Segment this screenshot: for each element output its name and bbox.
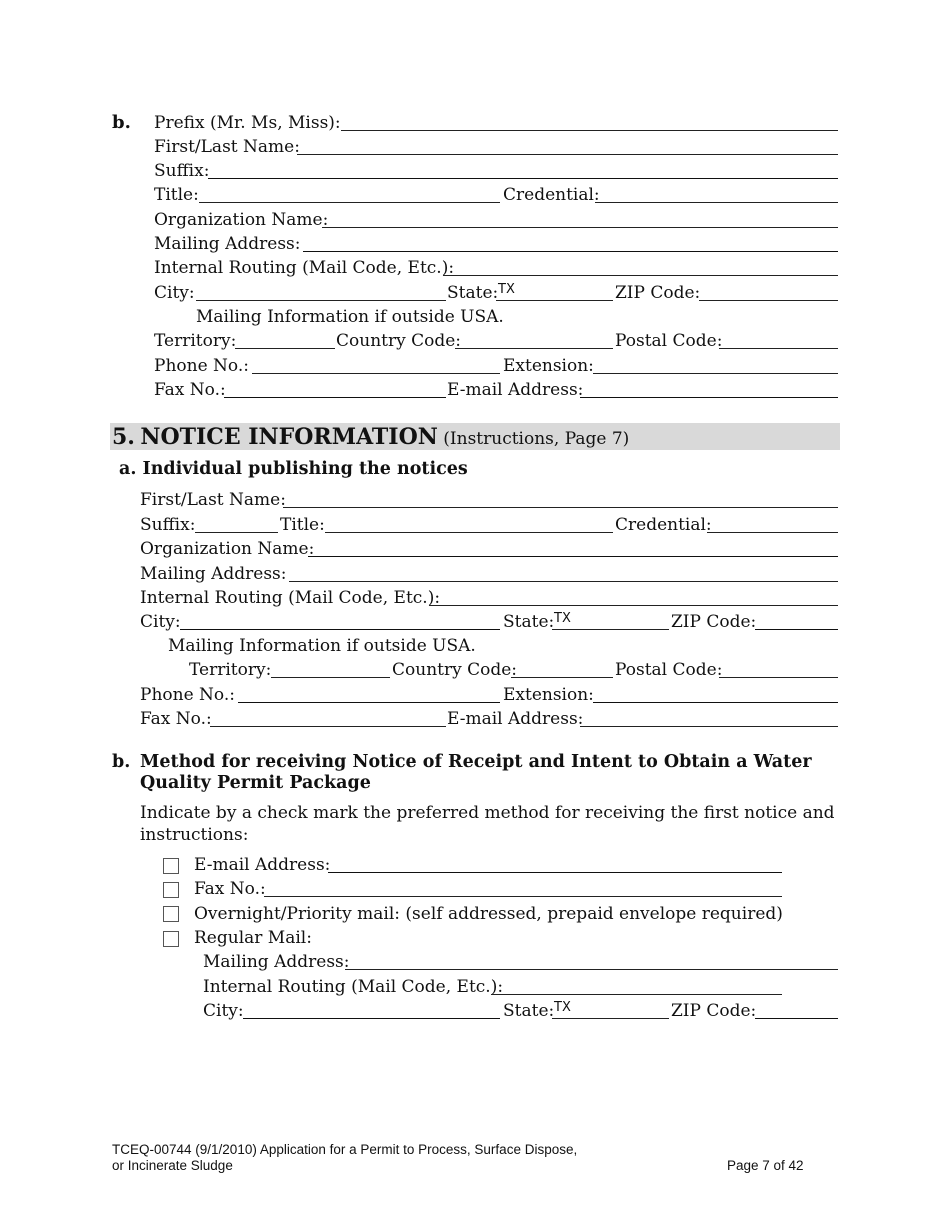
- a-organization-name-field[interactable]: [308, 556, 838, 557]
- fax-field[interactable]: [224, 397, 446, 398]
- mailing-address-label: Mailing Address:: [154, 234, 301, 254]
- subsection-b-letter: b.: [112, 752, 131, 772]
- section-note: (Instructions, Page 7): [443, 429, 630, 449]
- a-credential-label: Credential:: [615, 515, 712, 535]
- a-first-last-name-field[interactable]: [283, 507, 838, 508]
- a-first-last-name-label: First/Last Name:: [140, 490, 286, 510]
- state-label: State:: [447, 283, 499, 303]
- a-outside-usa-note: Mailing Information if outside USA.: [168, 636, 476, 656]
- b-zip-code-field[interactable]: [755, 1018, 838, 1019]
- first-last-name-label: First/Last Name:: [154, 137, 300, 157]
- email-field[interactable]: [580, 397, 838, 398]
- country-code-label: Country Code:: [336, 331, 462, 351]
- b-zip-code-label: ZIP Code:: [671, 1001, 757, 1021]
- title-label: Title:: [154, 185, 199, 205]
- a-email-label: E-mail Address:: [447, 709, 584, 729]
- city-label: City:: [154, 283, 195, 303]
- a-territory-label: Territory:: [189, 660, 272, 680]
- a-suffix-label: Suffix:: [140, 515, 196, 535]
- a-zip-code-label: ZIP Code:: [671, 612, 757, 632]
- a-state-label: State:: [503, 612, 555, 632]
- state-value[interactable]: TX: [498, 282, 515, 297]
- prefix-field[interactable]: [341, 130, 838, 131]
- b-state-field[interactable]: [552, 1018, 669, 1019]
- subsection-a-heading: a. Individual publishing the notices: [119, 459, 468, 479]
- a-title-field[interactable]: [325, 532, 613, 533]
- postal-code-field[interactable]: [719, 348, 838, 349]
- footer-form-line1: TCEQ-00744 (9/1/2010) Application for a Permit to Process, Surface Dispose,: [112, 1142, 578, 1157]
- a-city-field[interactable]: [180, 629, 500, 630]
- section-number: 5.: [112, 424, 135, 450]
- a-email-field[interactable]: [580, 726, 838, 727]
- a-fax-field[interactable]: [210, 726, 446, 727]
- overnight-option-checkbox[interactable]: [163, 906, 179, 922]
- b-state-label: State:: [503, 1001, 555, 1021]
- a-city-label: City:: [140, 612, 181, 632]
- a-territory-field[interactable]: [271, 677, 390, 678]
- a-internal-routing-field[interactable]: [429, 605, 838, 606]
- zip-code-field[interactable]: [699, 300, 838, 301]
- instructions-line2: instructions:: [140, 825, 249, 845]
- city-field[interactable]: [196, 300, 446, 301]
- regular-mail-option-checkbox[interactable]: [163, 931, 179, 947]
- postal-code-label: Postal Code:: [615, 331, 723, 351]
- subsection-b-heading-line2: Quality Permit Package: [140, 773, 371, 793]
- email-option-label: E-mail Address:: [194, 855, 331, 875]
- a-fax-label: Fax No.:: [140, 709, 212, 729]
- overnight-option-label: Overnight/Priority mail: (self addressed, prepaid envelope required): [194, 904, 783, 924]
- credential-label: Credential:: [503, 185, 600, 205]
- a-organization-name-label: Organization Name:: [140, 539, 315, 559]
- b-internal-routing-label: Internal Routing (Mail Code, Etc.):: [203, 977, 504, 997]
- b-mailing-address-label: Mailing Address:: [203, 952, 350, 972]
- a-postal-code-field[interactable]: [719, 677, 838, 678]
- phone-label: Phone No.:: [154, 356, 249, 376]
- a-country-code-label: Country Code:: [392, 660, 518, 680]
- a-postal-code-label: Postal Code:: [615, 660, 723, 680]
- regular-mail-option-label: Regular Mail:: [194, 928, 312, 948]
- territory-label: Territory:: [154, 331, 237, 351]
- a-mailing-address-field[interactable]: [289, 581, 838, 582]
- b-city-label: City:: [203, 1001, 244, 1021]
- a-internal-routing-label: Internal Routing (Mail Code, Etc.):: [140, 588, 441, 608]
- a-mailing-address-label: Mailing Address:: [140, 564, 287, 584]
- zip-code-label: ZIP Code:: [615, 283, 701, 303]
- internal-routing-field[interactable]: [443, 275, 838, 276]
- suffix-label: Suffix:: [154, 161, 210, 181]
- b-state-value[interactable]: TX: [554, 1000, 571, 1015]
- section-5-heading: [112, 425, 629, 451]
- footer-form-line2: or Incinerate Sludge: [112, 1158, 233, 1173]
- a-title-label: Title:: [280, 515, 325, 535]
- email-option-checkbox[interactable]: [163, 858, 179, 874]
- a-phone-field[interactable]: [238, 702, 500, 703]
- a-suffix-field[interactable]: [195, 532, 278, 533]
- instructions-line1: Indicate by a check mark the preferred method for receiving the first notice and: [140, 803, 835, 823]
- b-mailing-address-field[interactable]: [345, 969, 838, 970]
- internal-routing-label: Internal Routing (Mail Code, Etc.):: [154, 258, 455, 278]
- b-internal-routing-field[interactable]: [491, 994, 782, 995]
- a-state-value[interactable]: TX: [554, 611, 571, 626]
- footer-page-number: Page 7 of 42: [727, 1158, 804, 1173]
- a-zip-code-field[interactable]: [755, 629, 838, 630]
- b-city-field[interactable]: [243, 1018, 500, 1019]
- email-label: E-mail Address:: [447, 380, 584, 400]
- first-last-name-field[interactable]: [297, 154, 838, 155]
- title-field[interactable]: [199, 202, 500, 203]
- extension-label: Extension:: [503, 356, 594, 376]
- fax-option-field[interactable]: [264, 896, 782, 897]
- a-country-code-field[interactable]: [511, 677, 613, 678]
- phone-field[interactable]: [252, 373, 500, 374]
- extension-field[interactable]: [593, 373, 838, 374]
- prefix-label: Prefix (Mr. Ms, Miss):: [154, 113, 341, 133]
- fax-label: Fax No.:: [154, 380, 226, 400]
- email-option-field[interactable]: [328, 872, 782, 873]
- a-extension-label: Extension:: [503, 685, 594, 705]
- organization-name-field[interactable]: [322, 227, 838, 228]
- fax-option-checkbox[interactable]: [163, 882, 179, 898]
- a-credential-field[interactable]: [707, 532, 838, 533]
- section-title: NOTICE INFORMATION: [140, 424, 438, 450]
- part-b-letter: b.: [112, 112, 131, 133]
- credential-field[interactable]: [595, 202, 838, 203]
- state-field[interactable]: [496, 300, 613, 301]
- a-state-field[interactable]: [552, 629, 669, 630]
- a-extension-field[interactable]: [593, 702, 838, 703]
- suffix-field[interactable]: [208, 178, 838, 179]
- country-code-field[interactable]: [455, 348, 613, 349]
- outside-usa-note: Mailing Information if outside USA.: [196, 307, 504, 327]
- fax-option-label: Fax No.:: [194, 879, 266, 899]
- subsection-b-heading-line1: Method for receiving Notice of Receipt and Intent to Obtain a Water: [140, 752, 812, 772]
- a-phone-label: Phone No.:: [140, 685, 235, 705]
- mailing-address-field[interactable]: [303, 251, 838, 252]
- organization-name-label: Organization Name:: [154, 210, 329, 230]
- territory-field[interactable]: [235, 348, 335, 349]
